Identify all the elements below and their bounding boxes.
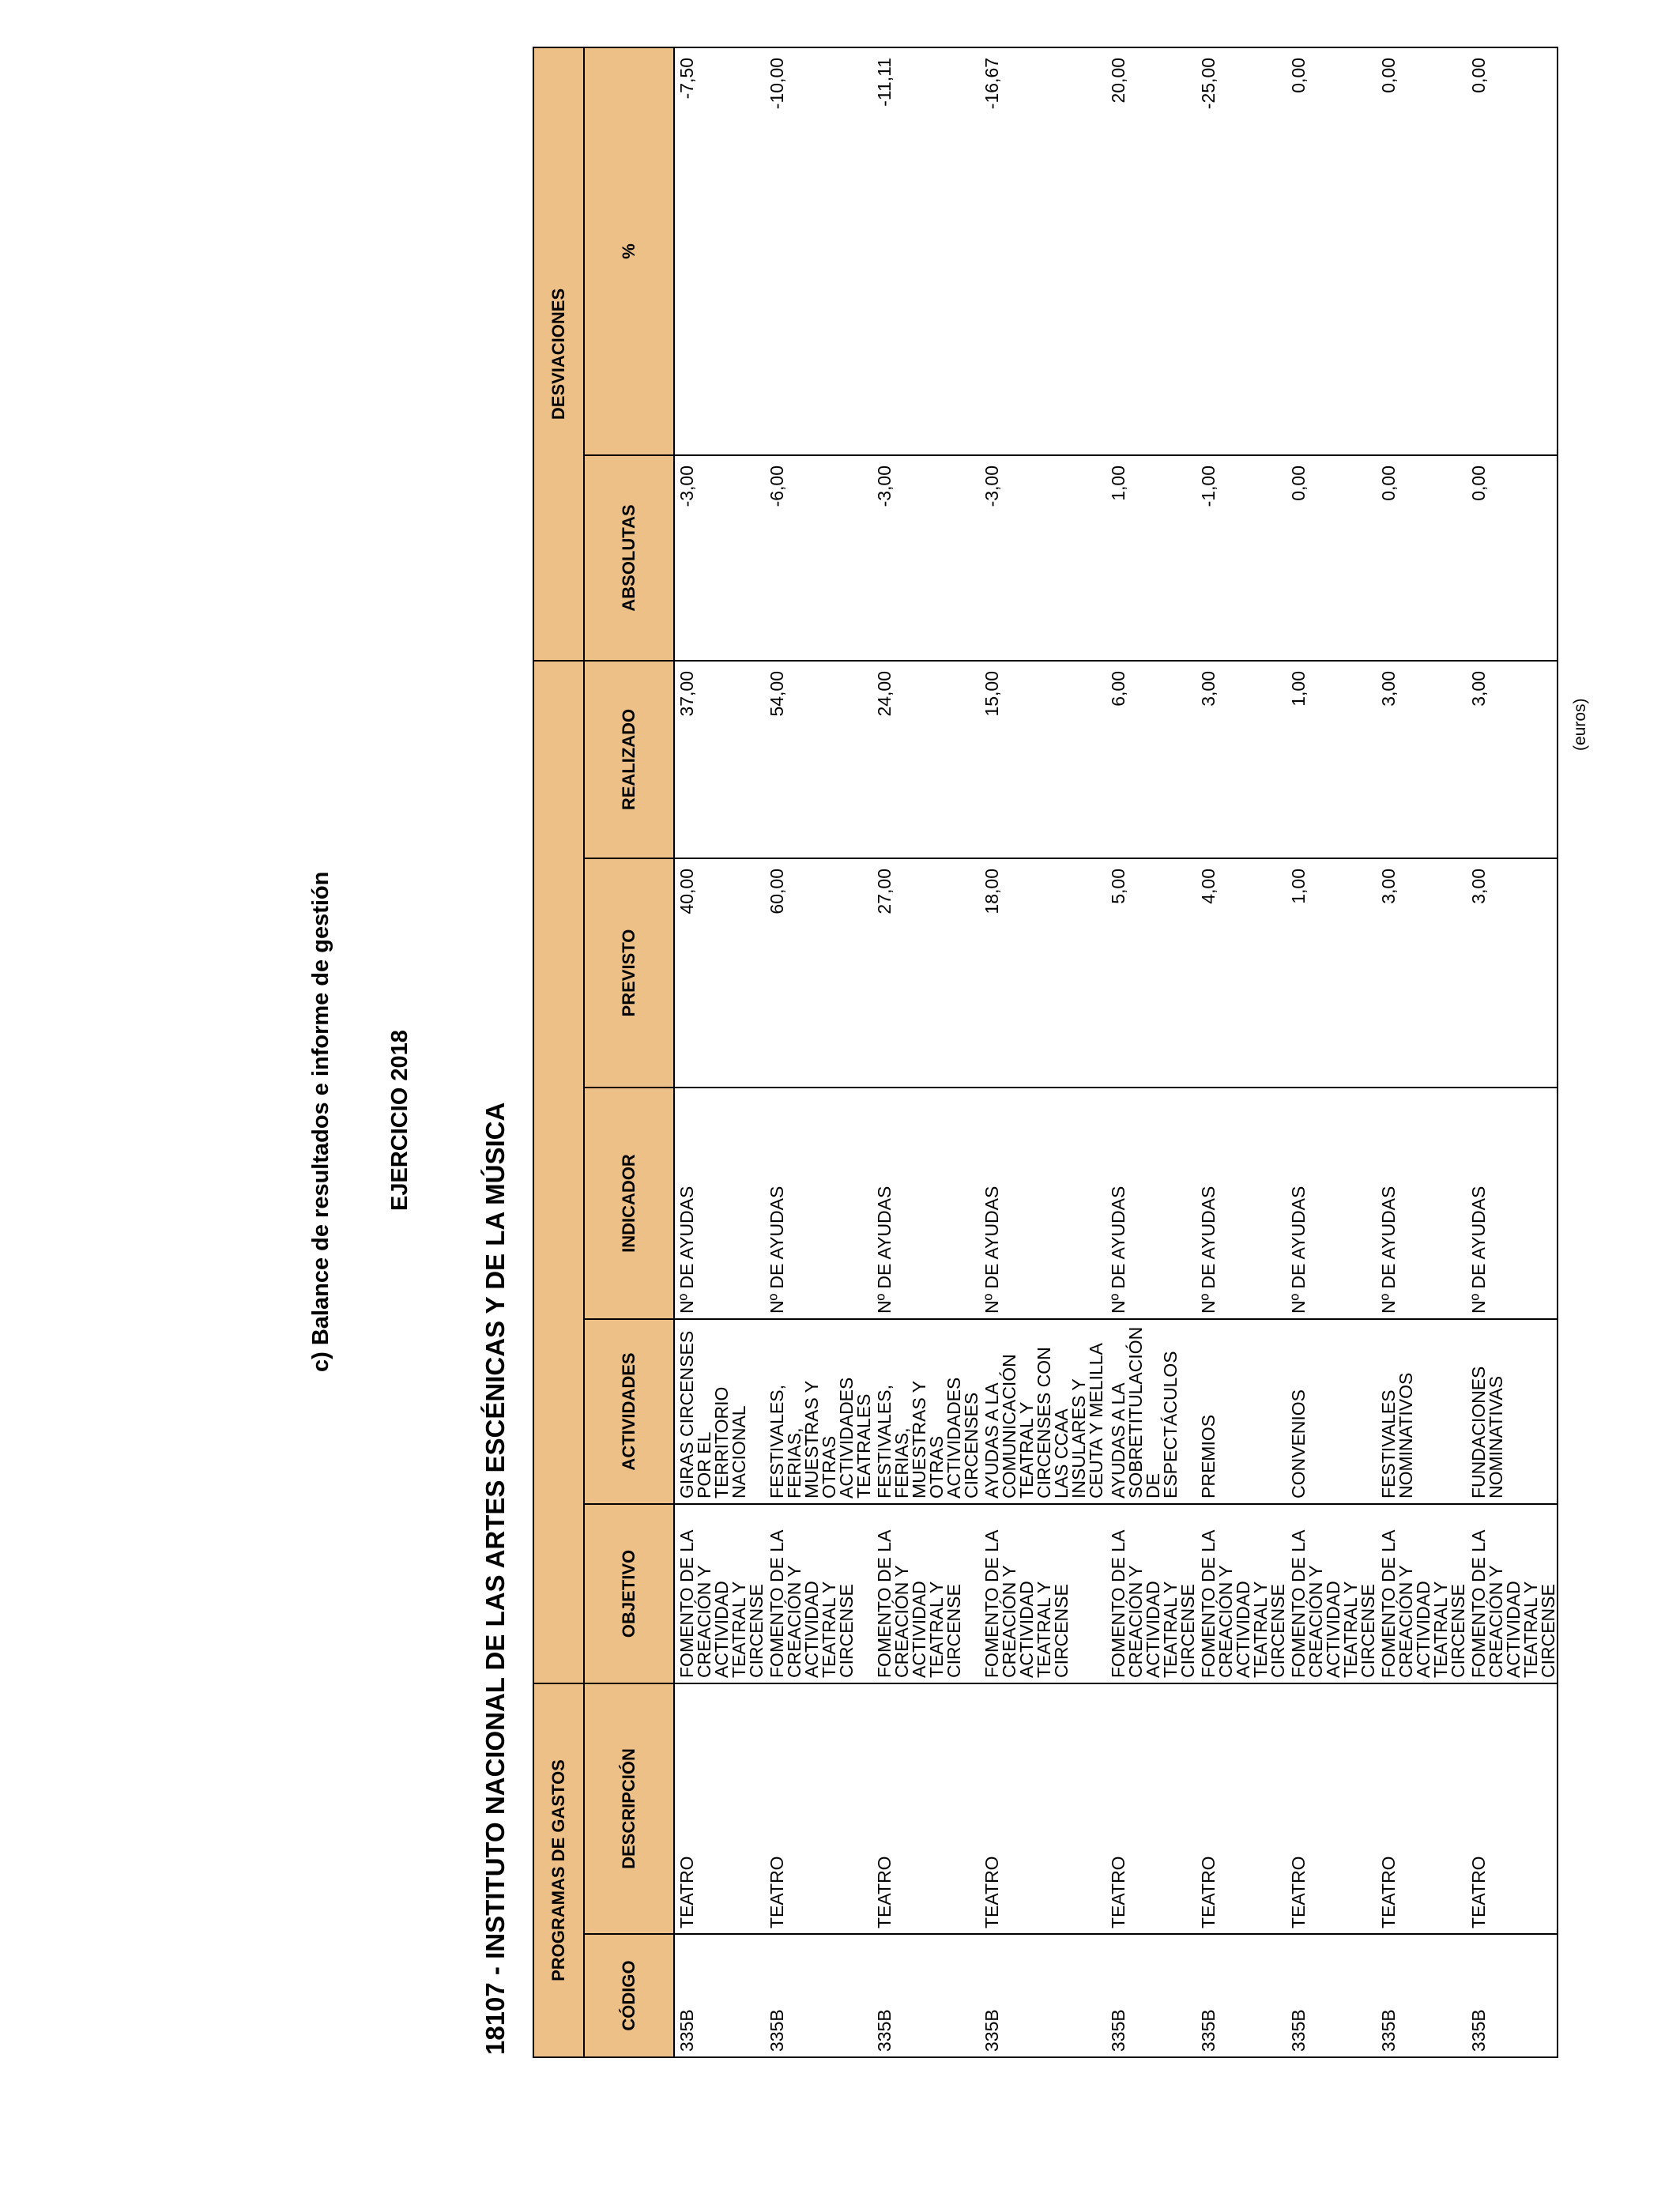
results-table (533, 47, 1558, 2058)
cell-realizado: 24,00 (872, 661, 980, 858)
cell-codigo: 335B (1196, 1934, 1286, 2057)
cell-previsto: 3,00 (1467, 858, 1558, 1088)
cell-objetivo: FOMENTO DE LA CREACIÓN Y ACTIVIDAD TEATRAL Y CIRCENSE (1286, 1504, 1377, 1683)
cell-objetivo: FOMENTO DE LA CREACIÓN Y ACTIVIDAD TEATRAL Y CIRCENSE (1467, 1504, 1558, 1683)
cell-actividades: CONVENIOS (1286, 1319, 1377, 1504)
cell-realizado: 37,00 (674, 661, 765, 858)
cell-descripcion: TEATRO (1286, 1683, 1377, 1934)
cell-absolutas: -3,00 (872, 455, 980, 661)
table-row (674, 47, 765, 2057)
cell-pct: -7,50 (674, 47, 765, 455)
cell-absolutas: -3,00 (674, 455, 765, 661)
cell-descripcion: TEATRO (1377, 1683, 1467, 1934)
cell-pct: -25,00 (1196, 47, 1286, 455)
cell-previsto: 1,00 (1286, 858, 1377, 1088)
group-header-desviaciones: DESVIACIONES (533, 47, 584, 661)
cell-absolutas: 0,00 (1377, 455, 1467, 661)
col-header-actividades: ACTIVIDADES (584, 1319, 674, 1504)
cell-indicador: Nº DE AYUDAS (1467, 1088, 1558, 1319)
cell-codigo: 335B (1467, 1934, 1558, 2057)
cell-previsto: 60,00 (765, 858, 872, 1088)
table-row (980, 47, 1106, 2057)
cell-descripcion: TEATRO (1106, 1683, 1196, 1934)
table-row (1286, 47, 1377, 2057)
cell-realizado: 15,00 (980, 661, 1106, 858)
units-label: (euros) (1571, 698, 1589, 751)
cell-descripcion: TEATRO (674, 1683, 765, 1934)
cell-pct: 0,00 (1286, 47, 1377, 455)
cell-codigo: 335B (872, 1934, 980, 2057)
cell-pct: 0,00 (1467, 47, 1558, 455)
cell-realizado: 3,00 (1377, 661, 1467, 858)
cell-actividades: GIRAS CIRCENSES POR EL TERRITORIO NACIONAL (674, 1319, 765, 1504)
cell-descripcion: TEATRO (872, 1683, 980, 1934)
cell-actividades: PREMIOS (1196, 1319, 1286, 1504)
cell-objetivo: FOMENTO DE LA CREACIÓN Y ACTIVIDAD TEATRAL Y CIRCENSE (1377, 1504, 1467, 1683)
cell-realizado: 3,00 (1467, 661, 1558, 858)
cell-absolutas: -3,00 (980, 455, 1106, 661)
table-row (872, 47, 980, 2057)
cell-realizado: 54,00 (765, 661, 872, 858)
institution-title: 18107 - INSTITUTO NACIONAL DE LAS ARTES ESCÉNICAS Y DE LA MÚSICA (480, 1102, 510, 2055)
cell-indicador: Nº DE AYUDAS (872, 1088, 980, 1319)
cell-objetivo: FOMENTO DE LA CREACIÓN Y ACTIVIDAD TEATRAL Y CIRCENSE (674, 1504, 765, 1683)
cell-absolutas: 1,00 (1106, 455, 1196, 661)
cell-actividades: FESTIVALES, FERIAS, MUESTRAS Y OTRAS ACTIVIDADES TEATRALES (765, 1319, 872, 1504)
cell-previsto: 5,00 (1106, 858, 1196, 1088)
cell-indicador: Nº DE AYUDAS (1377, 1088, 1467, 1319)
group-header-spacer (533, 661, 584, 1683)
cell-pct: -10,00 (765, 47, 872, 455)
cell-codigo: 335B (674, 1934, 765, 2057)
cell-actividades: AYUDAS A LA SOBRETITULACIÓN DE ESPECTÁCULOS (1106, 1319, 1196, 1504)
cell-indicador: Nº DE AYUDAS (674, 1088, 765, 1319)
cell-objetivo: FOMENTO DE LA CREACIÓN Y ACTIVIDAD TEATRAL Y CIRCENSE (980, 1504, 1106, 1683)
col-header-previsto: PREVISTO (584, 858, 674, 1088)
cell-objetivo: FOMENTO DE LA CREACIÓN Y ACTIVIDAD TEATRAL Y CIRCENSE (1196, 1504, 1286, 1683)
cell-previsto: 18,00 (980, 858, 1106, 1088)
col-header-codigo: CÓDIGO (584, 1934, 674, 2057)
cell-previsto: 3,00 (1377, 858, 1467, 1088)
cell-realizado: 1,00 (1286, 661, 1377, 858)
cell-descripcion: TEATRO (980, 1683, 1106, 1934)
cell-previsto: 40,00 (674, 858, 765, 1088)
col-header-absolutas: ABSOLUTAS (584, 455, 674, 661)
cell-actividades: FESTIVALES, FERIAS, MUESTRAS Y OTRAS ACTIVIDADES CIRCENSES (872, 1319, 980, 1504)
cell-absolutas: -1,00 (1196, 455, 1286, 661)
cell-descripcion: TEATRO (765, 1683, 872, 1934)
cell-realizado: 3,00 (1196, 661, 1286, 858)
cell-realizado: 6,00 (1106, 661, 1196, 858)
table-row (1467, 47, 1558, 2057)
col-header-realizado: REALIZADO (584, 661, 674, 858)
table-row (765, 47, 872, 2057)
cell-absolutas: 0,00 (1286, 455, 1377, 661)
cell-objetivo: FOMENTO DE LA CREACIÓN Y ACTIVIDAD TEATRAL Y CIRCENSE (765, 1504, 872, 1683)
cell-codigo: 335B (1286, 1934, 1377, 2057)
cell-indicador: Nº DE AYUDAS (765, 1088, 872, 1319)
cell-pct: 20,00 (1106, 47, 1196, 455)
cell-codigo: 335B (980, 1934, 1106, 2057)
cell-objetivo: FOMENTO DE LA CREACIÓN Y ACTIVIDAD TEATRAL Y CIRCENSE (1106, 1504, 1196, 1683)
cell-objetivo: FOMENTO DE LA CREACIÓN Y ACTIVIDAD TEATRAL Y CIRCENSE (872, 1504, 980, 1683)
exercise-title: EJERCICIO 2018 (387, 1030, 412, 1211)
cell-codigo: 335B (765, 1934, 872, 2057)
table-row (1106, 47, 1196, 2057)
cell-pct: -16,67 (980, 47, 1106, 455)
cell-pct: 0,00 (1377, 47, 1467, 455)
col-header-pct: % (584, 47, 674, 455)
cell-absolutas: 0,00 (1467, 455, 1558, 661)
cell-pct: -11,11 (872, 47, 980, 455)
cell-descripcion: TEATRO (1467, 1683, 1558, 1934)
cell-absolutas: -6,00 (765, 455, 872, 661)
cell-actividades: FUNDACIONES NOMINATIVAS (1467, 1319, 1558, 1504)
cell-indicador: Nº DE AYUDAS (980, 1088, 1106, 1319)
col-header-objetivo: OBJETIVO (584, 1504, 674, 1683)
table-row (1196, 47, 1286, 2057)
cell-indicador: Nº DE AYUDAS (1286, 1088, 1377, 1319)
group-header-programas: PROGRAMAS DE GASTOS (533, 1683, 584, 2057)
cell-codigo: 335B (1106, 1934, 1196, 2057)
col-header-indicador: INDICADOR (584, 1088, 674, 1319)
cell-codigo: 335B (1377, 1934, 1467, 2057)
col-header-descripcion: DESCRIPCIÓN (584, 1683, 674, 1934)
cell-previsto: 27,00 (872, 858, 980, 1088)
cell-indicador: Nº DE AYUDAS (1196, 1088, 1286, 1319)
cell-indicador: Nº DE AYUDAS (1106, 1088, 1196, 1319)
cell-previsto: 4,00 (1196, 858, 1286, 1088)
cell-actividades: FESTIVALES NOMINATIVOS (1377, 1319, 1467, 1504)
section-title: c) Balance de resultados e informe de gestión (308, 871, 333, 1372)
table-row (1377, 47, 1467, 2057)
cell-descripcion: TEATRO (1196, 1683, 1286, 1934)
cell-actividades: AYUDAS A LA COMUNICACIÓN TEATRAL Y CIRCENSES CON LAS CCAA INSULARES Y CEUTA Y MELILLA (980, 1319, 1106, 1504)
